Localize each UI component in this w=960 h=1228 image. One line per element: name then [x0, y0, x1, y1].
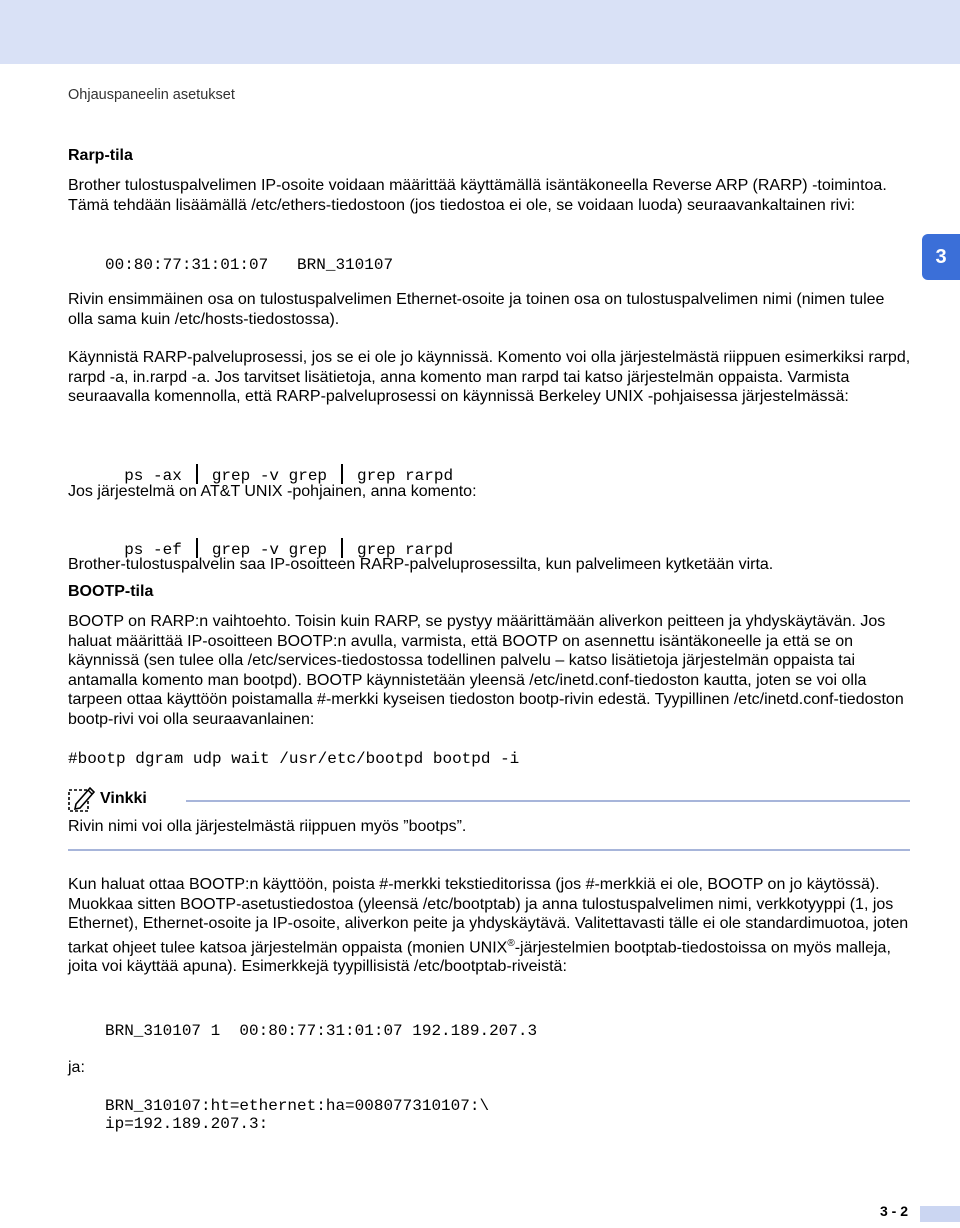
rarp-paragraph-2: Rivin ensimmäinen osa on tulostuspalvelimen Ethernet-osoite ja toinen osa on tulostuspalvelimen nimi (nimen tulee olla sama kuin /etc/hosts-tiedostossa).: [68, 291, 885, 328]
tip-title: Vinkki: [100, 790, 147, 807]
tip-divider-bottom: [68, 849, 910, 851]
ja-label: ja:: [68, 1059, 85, 1076]
bootp-heading: BOOTP-tila: [68, 583, 154, 600]
bootptab-paragraph: [68, 875, 913, 977]
page-number: 3 - 2: [880, 1203, 909, 1219]
rarp-paragraph-5: Brother-tulostuspalvelin saa IP-osoitteen RARP-palveluprosessilta, kun palvelimeen kytketään virta.: [68, 556, 774, 573]
pencil-note-icon: [66, 784, 96, 814]
rarp-heading: Rarp-tila: [68, 147, 133, 164]
berkeley-command: [105, 446, 453, 485]
footer-bar: [920, 1206, 960, 1222]
bootptab-example-2: BRN_310107:ht=ethernet:ha=008077310107:\ ip=192.189.207.3:: [105, 1097, 490, 1133]
header-band: [0, 0, 960, 64]
chapter-tab: 3: [922, 234, 960, 280]
pipe-separator: [341, 464, 343, 484]
command-part: ps -ax: [124, 467, 182, 485]
rarp-paragraph-4: Jos järjestelmä on AT&T UNIX -pohjainen, anna komento:: [68, 483, 477, 500]
inetd-bootp-line: #bootp dgram udp wait /usr/etc/bootpd bootpd -i: [68, 750, 520, 768]
command-part: grep rarpd: [357, 541, 454, 559]
ethers-line-example: 00:80:77:31:01:07 BRN_310107: [105, 256, 394, 274]
registered-mark: ®: [507, 937, 515, 949]
command-part: grep rarpd: [357, 467, 454, 485]
command-part: grep -v grep: [211, 467, 328, 485]
bootptab-example-1: BRN_310107 1 00:80:77:31:01:07 192.189.207.3: [105, 1022, 538, 1040]
bootptab-text-2: -järjestelmien bootptab-tiedostoissa on myös malleja, joita voi käyttää apuna). Esimerkkejä tyypillisistä /etc/bootptab-riveistä:: [68, 938, 891, 976]
running-header: Ohjauspaneelin asetukset: [68, 87, 235, 103]
tip-divider-top: [186, 800, 910, 802]
pipe-separator: [196, 464, 198, 484]
bootp-paragraph-1: BOOTP on RARP:n vaihtoehto. Toisin kuin RARP, se pystyy määrittämään aliverkon peitteen ja yhdyskäytävän. Jos haluat määrittää IP-osoitteen BOOTP:n avulla, varmista, että BOOTP on asennettu isäntäkoneelle ja että se on käynnissä (sen tulee olla /etc/services-tiedostossa todellinen palvelu – katso lisätietoja järjestelmän oppaista tai antamalla komento man bootpd). BOOTP käynnistetään yleensä /etc/inetd.conf-tiedoston kautta, joten se voi olla tarpeen ottaa käyttöön poistamalla #-merkki kyseisen tiedoston bootp-rivin edestä. Tyypillinen /etc/inetd.conf-tiedoston bootp-rivi voi olla seuraavanlainen:: [68, 613, 904, 728]
command-part: grep -v grep: [211, 541, 328, 559]
att-command: [105, 520, 453, 559]
tip-text: Rivin nimi voi olla järjestelmästä riippuen myös ”bootps”.: [68, 818, 467, 835]
command-part: ps -ef: [124, 541, 182, 559]
rarp-paragraph-1: Brother tulostuspalvelimen IP-osoite voidaan määrittää käyttämällä isäntäkoneella Reverse ARP (RARP) -toimintoa. Tämä tehdään lisäämällä /etc/ethers-tiedostoon (jos tiedostoa ei ole, se voidaan luoda) seuraavankaltainen rivi:: [68, 177, 887, 214]
rarp-paragraph-3: Käynnistä RARP-palveluprosessi, jos se ei ole jo käynnissä. Komento voi olla järjestelmästä riippuen esimerkiksi rarpd, rarpd -a, in.rarpd -a. Jos tarvitset lisätietoja, anna komento man rarpd tai katso järjestelmän oppaista. Varmista seuraavalla komennolla, että RARP-palveluprosessi on käynnissä Berkeley UNIX -pohjaisessa järjestelmässä:: [68, 349, 911, 405]
bootptab-text-1: Kun haluat ottaa BOOTP:n käyttöön, poista #-merkki tekstieditorissa (jos #-merkkiä ei ole, BOOTP on jo käytössä). Muokkaa sitten BOOTP-asetustiedostoa (yleensä /etc/bootptab) ja anna tulostuspalvelimen nimi, verkkotyyppi (1, jos Ethernet), Ethernet-osoite ja IP-osoite, aliverkon peite ja yhdyskäytävä. Valitettavasti tälle ei ole standardimuotoa, joten tarkat ohjeet tulee katsoa järjestelmän oppaista (monien UNIX: [68, 876, 909, 956]
